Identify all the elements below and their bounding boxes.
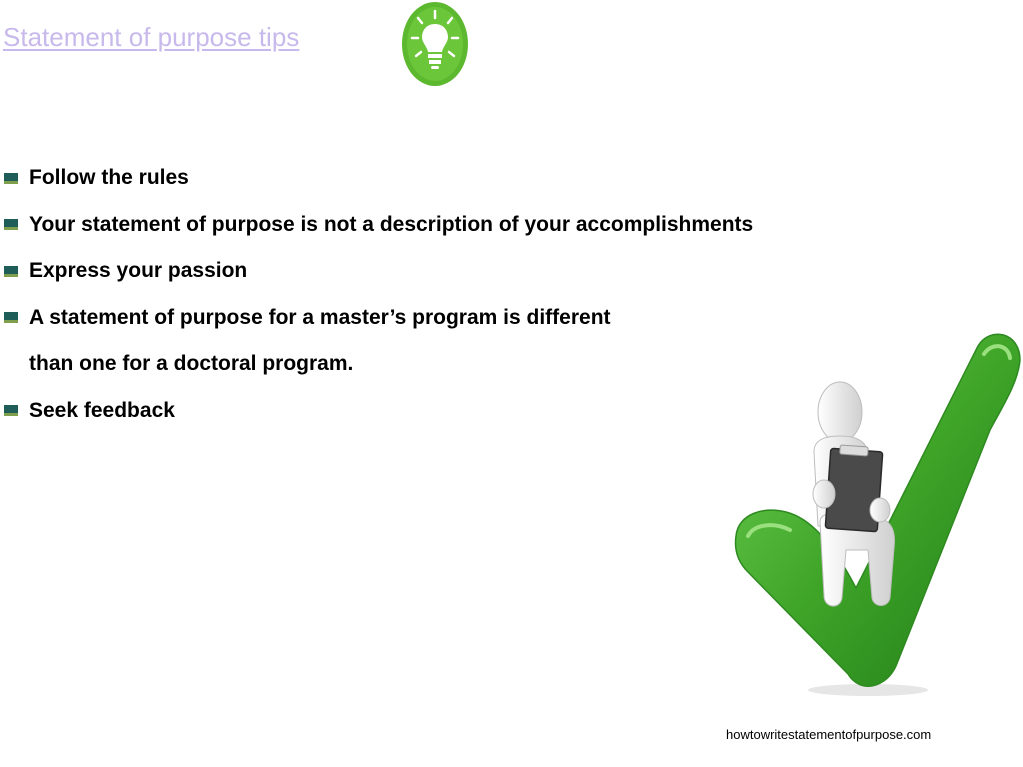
bullet-marker — [4, 312, 18, 323]
bullet-marker — [4, 266, 18, 277]
slide-title[interactable]: Statement of purpose tips — [3, 22, 300, 52]
list-item — [4, 388, 753, 435]
list-item — [4, 295, 753, 342]
list-item — [4, 248, 753, 295]
lightbulb-icon — [402, 2, 468, 86]
bullet-marker — [4, 173, 18, 184]
list-item — [4, 202, 753, 249]
bullet-marker — [4, 405, 18, 416]
bullet-text: than one for a doctoral program. — [29, 352, 354, 376]
list-item-continuation — [4, 341, 753, 388]
tips-list — [4, 155, 753, 434]
bullet-text: Seek feedback — [29, 398, 175, 422]
checkmark-person-illustration — [728, 326, 1023, 698]
bullet-text: Follow the rules — [29, 166, 189, 190]
bullet-spacer — [4, 359, 18, 370]
bullet-marker — [4, 219, 18, 230]
bullet-text: Your statement of purpose is not a description of your accomplishments — [29, 212, 754, 236]
bullet-text: Express your passion — [29, 259, 248, 283]
list-item — [4, 155, 753, 202]
bullet-text: A statement of purpose for a master’s program is different — [29, 305, 611, 329]
source-caption: howtowritestatementofpurpose.com — [726, 727, 932, 742]
